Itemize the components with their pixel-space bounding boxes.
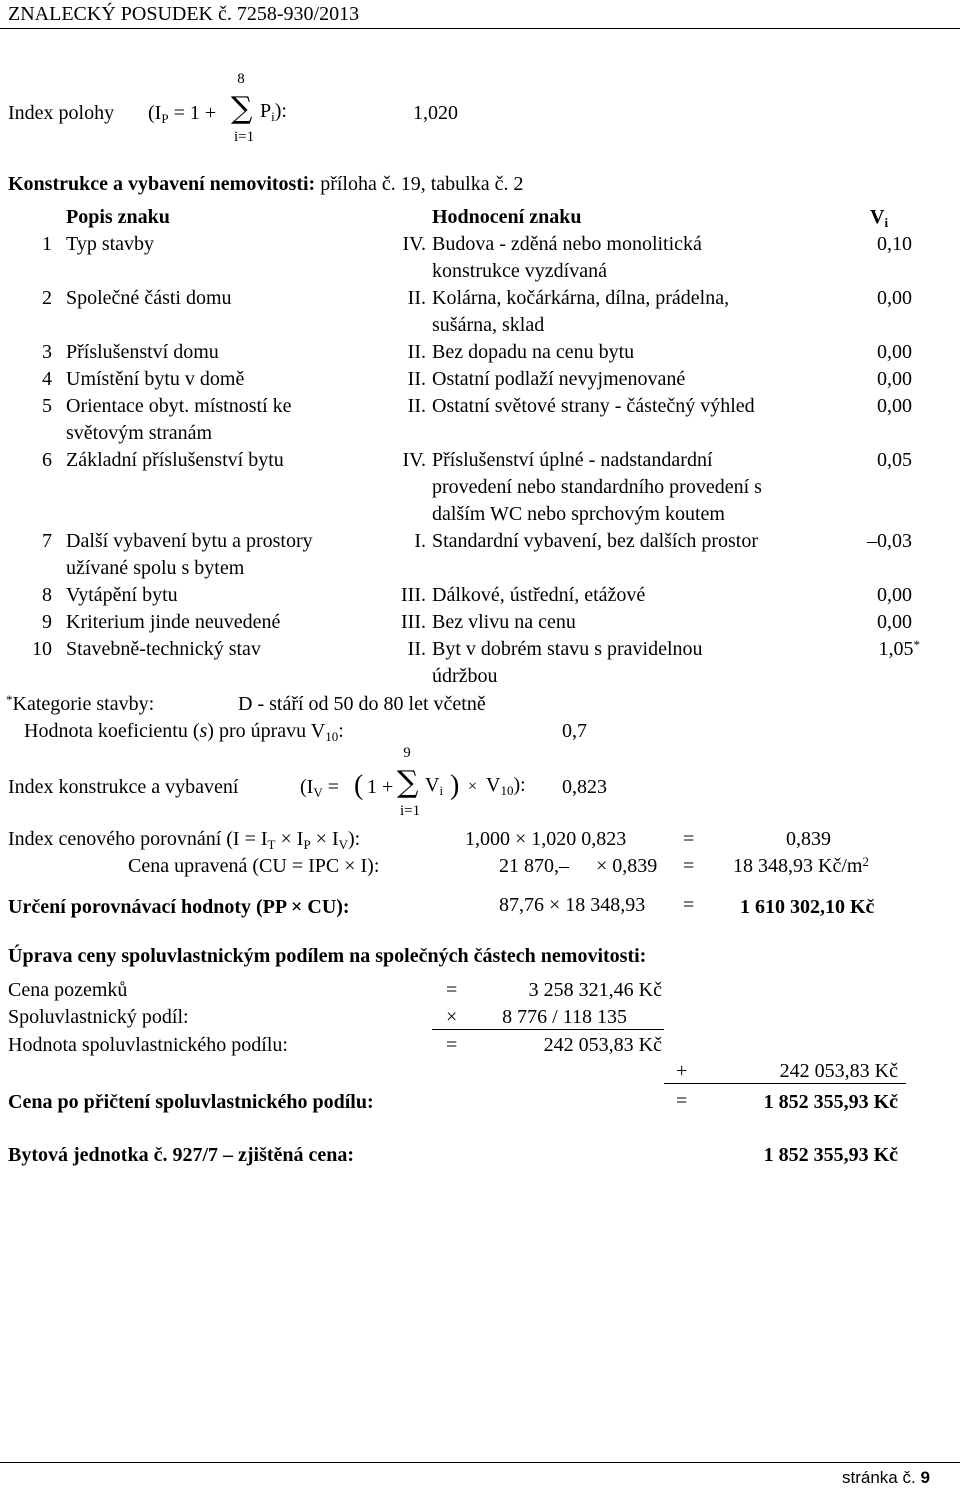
table-row-value: 0,00	[877, 584, 912, 606]
table-row-description: konstrukce vyzdívaná	[432, 260, 607, 282]
sum2-lower-limit: i=1	[400, 803, 421, 819]
sum2-sigma-icon: ∑	[397, 765, 419, 800]
times-icon: ×	[468, 778, 478, 795]
sum-upper-limit: 8	[237, 71, 245, 87]
table-row-number: 2	[42, 287, 52, 309]
table-row-value: 0,00	[877, 287, 912, 309]
koeficient-value: 0,7	[562, 720, 587, 742]
header-rule	[0, 28, 960, 29]
table-row-number: 1	[42, 233, 52, 255]
uprava-row-op: ×	[446, 1006, 458, 1028]
table-row-name: Orientace obyt. místností ke	[66, 395, 292, 417]
sum-lower-limit: i=1	[234, 129, 255, 145]
porovnavaci-result: 1 610 302,10 Kč	[740, 896, 875, 918]
kategorie-value: D - stáří od 50 do 80 let včetně	[238, 693, 486, 715]
table-row-name: Vytápění bytu	[66, 584, 178, 606]
table-row-name: Společné části domu	[66, 287, 232, 309]
uprava-row-value: 242 053,83 Kč	[543, 1034, 662, 1056]
table-row-name: Příslušenství domu	[66, 341, 219, 363]
table-row-description: sušárna, sklad	[432, 314, 545, 336]
uprava-row-label: Cena pozemků	[8, 979, 128, 1001]
table-row-name: světovým stranám	[66, 422, 213, 444]
table-row-description: Kolárna, kočárkárna, dílna, prádelna,	[432, 287, 730, 309]
cenove-porovnani-result: 0,839	[786, 828, 831, 850]
uprava-underline	[432, 1029, 664, 1030]
cenove-porovnani-calc: 1,000 × 1,020 0,823	[465, 828, 627, 850]
final-value: 1 852 355,93 Kč	[763, 1144, 898, 1166]
uprava-total-op: =	[676, 1090, 688, 1112]
cenove-porovnani-label: Index cenového porovnání $(I = I_T \times I_P \times I_V)$:	[8, 828, 361, 852]
table-row-grade: II.	[407, 395, 426, 417]
uprava-total-label: Cena po přičtení spoluvlastnického podílu:	[8, 1091, 374, 1113]
table-row-description: provedení nebo standardního provedení s	[432, 476, 762, 498]
final-label: Bytová jednotka č. 927/7 – zjištěná cena:	[8, 1144, 355, 1166]
footer-rule	[0, 1462, 960, 1463]
index-konstrukce-value: 0,823	[562, 776, 607, 798]
table-row-description: Ostatní světové strany - částečný výhled	[432, 395, 755, 417]
table-row-name: Kriterium jinde neuvedené	[66, 611, 281, 633]
index-polohy-value: 1,020	[413, 102, 458, 124]
cena-upravena-eq: =	[683, 855, 695, 877]
table-row-value: 0,00	[877, 395, 912, 417]
uprava-row-op: =	[446, 979, 458, 1001]
table-row-number: 3	[42, 341, 52, 363]
table-row-grade: II.	[407, 341, 426, 363]
document-title: ZNALECKÝ POSUDEK č. 7258-930/2013	[8, 3, 360, 25]
col-header-popis: Popis znaku	[66, 206, 170, 228]
table-row-number: 6	[42, 449, 52, 471]
cena-upravena-calc-a: 21 870,–	[499, 855, 569, 877]
table-row-description: Dálkové, ústřední, etážové	[432, 584, 646, 606]
table-row-grade: IV.	[402, 449, 426, 471]
uprava-heading: Úprava ceny spoluvlastnickým podílem na společných částech nemovitosti:	[8, 945, 647, 967]
cena-upravena-result: 18 348,93 $Kč/m^2$	[733, 854, 869, 877]
table-row-value: 0,00	[877, 341, 912, 363]
page-number: stránka č. 9	[842, 1468, 930, 1487]
table-row-name: užívané spolu s bytem	[66, 557, 245, 579]
paren-right: )	[450, 770, 460, 801]
table-row-description: Ostatní podlaží nevyjmenované	[432, 368, 686, 390]
table-row-description: Bez dopadu na cenu bytu	[432, 341, 635, 363]
porovnavaci-calc: 87,76 × 18 348,93	[499, 894, 646, 916]
table-row-value: 0,10	[877, 233, 912, 255]
index-polohy-label: Index polohy	[8, 102, 115, 124]
uprava-total-value: 1 852 355,93 Kč	[763, 1091, 898, 1113]
table-row-description: Příslušenství úplné - nadstandardní	[432, 449, 713, 471]
one-plus: 1 +	[367, 776, 394, 798]
table-row-name: Další vybavení bytu a prostory	[66, 530, 313, 552]
v10-term: $V_{10}$):	[486, 774, 526, 798]
cenove-porovnani-eq: =	[683, 828, 695, 850]
table-row-grade: II.	[407, 368, 426, 390]
cena-upravena-label: Cena upravená (CU = IPC × I):	[128, 855, 380, 877]
table-row-number: 8	[42, 584, 52, 606]
sum2-upper-limit: 9	[403, 745, 411, 761]
paren-left: (	[354, 770, 364, 801]
table-row-value: 0,00	[877, 611, 912, 633]
porovnavaci-eq: =	[683, 894, 695, 916]
index-polohy-formula-open: ($I_P = 1$ +	[148, 102, 217, 126]
table-row-grade: IV.	[402, 233, 426, 255]
table-row-grade: III.	[401, 611, 426, 633]
koeficient-label: Hodnota koeficientu (s) pro úpravu $V_{10}$:	[24, 720, 344, 744]
table-row-value: –0,03	[867, 530, 912, 552]
cena-upravena-calc-b: × 0,839	[596, 855, 658, 877]
table-row-name: Stavebně-technický stav	[66, 638, 261, 660]
table-row-number: 5	[42, 395, 52, 417]
sum2-term: $V_i$	[425, 774, 444, 798]
table-row-name: Umístění bytu v domě	[66, 368, 245, 390]
uprava-row-value: 3 258 321,46 Kč	[528, 979, 662, 1001]
table-row-grade: II.	[407, 287, 426, 309]
table-row-name: Základní příslušenství bytu	[66, 449, 284, 471]
table-row-grade: III.	[401, 584, 426, 606]
table-row-description: dalším WC nebo sprchovým koutem	[432, 503, 725, 525]
col-header-hodnoceni: Hodnocení znaku	[432, 206, 582, 228]
sum-sigma-icon: ∑	[231, 91, 253, 126]
table-row-number: 10	[32, 638, 52, 660]
konstrukce-heading: Konstrukce a vybavení nemovitosti: příloha č. 19, tabulka č. 2	[8, 173, 524, 195]
uprava-row-op: =	[446, 1034, 458, 1056]
index-konstrukce-open: ($I_V$ =	[300, 776, 339, 800]
table-row-number: 9	[42, 611, 52, 633]
porovnavaci-label: Určení porovnávací hodnoty (PP × CU):	[8, 896, 350, 918]
table-row-grade: II.	[407, 638, 426, 660]
uprava-plus-value: 242 053,83 Kč	[779, 1060, 898, 1082]
table-row-description: Standardní vybavení, bez dalších prostor	[432, 530, 759, 552]
table-row-number: 4	[42, 368, 52, 390]
table-row-value: 1,05*	[878, 637, 920, 660]
uprava-sum-underline	[664, 1083, 906, 1084]
table-row-description: Byt v dobrém stavu s pravidelnou	[432, 638, 703, 660]
table-row-description: Bez vlivu na cenu	[432, 611, 576, 633]
table-row-value: 0,05	[877, 449, 912, 471]
uprava-row-value: 8 776 / 118 135	[502, 1006, 627, 1028]
kategorie-label: *Kategorie stavby:	[6, 692, 155, 715]
table-row-grade: I.	[414, 530, 426, 552]
col-header-v: $V_i$	[870, 206, 889, 230]
uprava-plus-op: +	[676, 1060, 688, 1082]
table-row-description: Budova - zděná nebo monolitická	[432, 233, 702, 255]
table-row-description: údržbou	[432, 665, 498, 687]
index-polohy-term: $P_i$):	[260, 100, 287, 124]
uprava-row-label: Spoluvlastnický podíl:	[8, 1006, 189, 1028]
table-row-number: 7	[42, 530, 52, 552]
table-row-name: Typ stavby	[66, 233, 155, 255]
table-row-value: 0,00	[877, 368, 912, 390]
uprava-row-label: Hodnota spoluvlastnického podílu:	[8, 1034, 288, 1056]
index-konstrukce-label: Index konstrukce a vybavení	[8, 776, 239, 798]
